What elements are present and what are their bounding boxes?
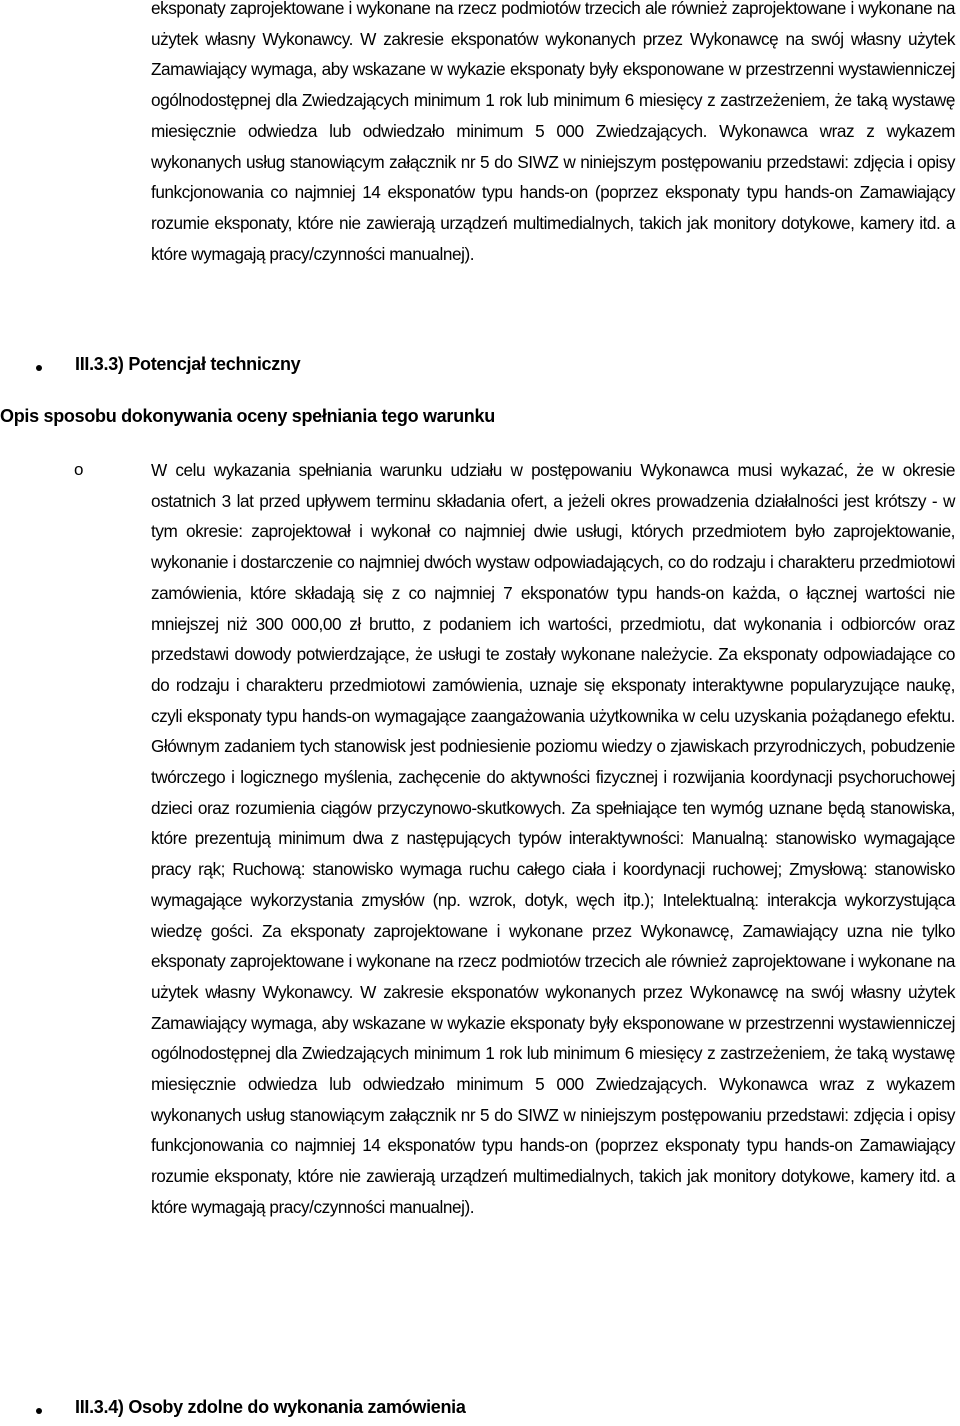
paragraph-continued: eksponaty zaprojektowane i wykonane na rzecz podmiotów trzecich ale również zaprojektowane i wykonane na użytek własny Wykonawcy. W zakresie eksponatów wykonanych przez Wykonawcę na swój własny użytek Zamawiający wymaga, aby wskazane w wykazie eksponaty były eksponowane w przestrzenni wystawienniczej ogólnodostępnej dla Zwiedzających minimum 1 rok lub minimum 6 miesięcy z zastrzeżeniem, że taką wystawę miesięcznie odwiedza lub odwiedzało minimum 5 000 Zwiedzających. Wykonawca wraz z wykazem wykonanych usług stanowiącym załącznik nr 5 do SIWZ w niniejszym postępowaniu przedstawi: zdjęcia i opisy funkcjonowania co najmniej 14 eksponatów typu hands-on (poprzez eksponaty typu hands-on Zamawiający rozumie eksponaty, które nie zawierają urządzeń multimedialnych, takich jak monitory dotykowe, kamery itd. a które wymagają pracy/czynności manualnej).: [151, 0, 955, 264]
bullet-dot-icon: [36, 1408, 42, 1414]
paragraph-condition-description: W celu wykazania spełniania warunku udziału w postępowaniu Wykonawca musi wykazać, że w okresie ostatnich 3 lat przed upływem terminu składania ofert, a jeżeli okres prowadzenia działalności jest krótszy - w tym okresie: zaprojektował i wykonał co najmniej dwie usługi, których przedmiotem było zaprojektowanie, wykonanie i dostarczenie co najmniej dwóch wystaw odpowiadających, co do rodzaju i charakteru przedmiotowi zamówienia, które składają się z co najmniej 7 eksponatów typu hands-on każda, o łącznej wartości nie mniejszej niż 300 000,00 zł brutto, z podaniem ich wartości, przedmiotu, dat wykonania i odbiorców oraz przedstawi dowody potwierdzające, że usługi te zostały wykonane należycie. Za eksponaty odpowiadające co do rodzaju i charakteru przedmiotowi zamówienia, uznaje się eksponaty interaktywne popularyzujące naukę, czyli eksponaty typu hands-on wymagające zaangażowania użytkownika w celu uzyskania pożądanego efektu. Głównym zadaniem tych stanowisk jest podniesienie poziomu wiedzy o zjawiskach przyrodniczych, pobudzenie twórczego i logicznego myślenia, zachęcenie do aktywności fizycznej i rozwijania koordynacji psychoruchowej dzieci oraz rozumienia ciągów przyczynowo-skutkowych. Za spełniające ten wymóg uznane będą stanowiska, które prezentują minimum dwa z następujących typów interaktywności: Manualną: stanowisko wymagające pracy rąk; Ruchową: stanowisko wymaga ruchu całego ciała i koordynacji ruchowej; Zmysłową: stanowisko wymagające wykorzystania zmysłów (np. wzrok, dotyk, węch itp.); Intelektualną: interakcja wykorzystująca wiedzę gości. Za eksponaty zaprojektowane i wykonane przez Wykonawcę, Zamawiający uzna nie tylko eksponaty zaprojektowane i wykonane na rzecz podmiotów trzecich ale również zaprojektowane i wykonane na użytek własny Wykonawcy. W zakresie eksponatów wykonanych przez Wykonawcę na swój własny użytek Zamawiający wymaga, aby wskazane w wykazie eksponaty były eksponowane w przestrzenni wystawienniczej ogólnodostępnej dla Zwiedzających minimum 1 rok lub minimum 6 miesięcy z zastrzeżeniem, że taką wystawę miesięcznie odwiedza lub odwiedzało minimum 5 000 Zwiedzających. Wykonawca wraz z wykazem wykonanych usług stanowiącym załącznik nr 5 do SIWZ w niniejszym postępowaniu przedstawi: zdjęcia i opisy funkcjonowania co najmniej 14 eksponatów typu hands-on (poprzez eksponaty typu hands-on Zamawiający rozumie eksponaty, które nie zawierają urządzeń multimedialnych, takich jak monitory dotykowe, kamery itd. a które wymagają pracy/czynności manualnej).: [151, 460, 955, 1217]
bullet-dot-icon: [36, 365, 42, 371]
section-heading: III.3.3) Potencjał techniczny: [75, 354, 301, 374]
subheading: Opis sposobu dokonywania oceny spełniania tego warunku: [0, 406, 495, 426]
list-marker-icon: o: [74, 460, 84, 479]
section-heading: III.3.4) Osoby zdolne do wykonania zamówienia: [75, 1397, 466, 1417]
